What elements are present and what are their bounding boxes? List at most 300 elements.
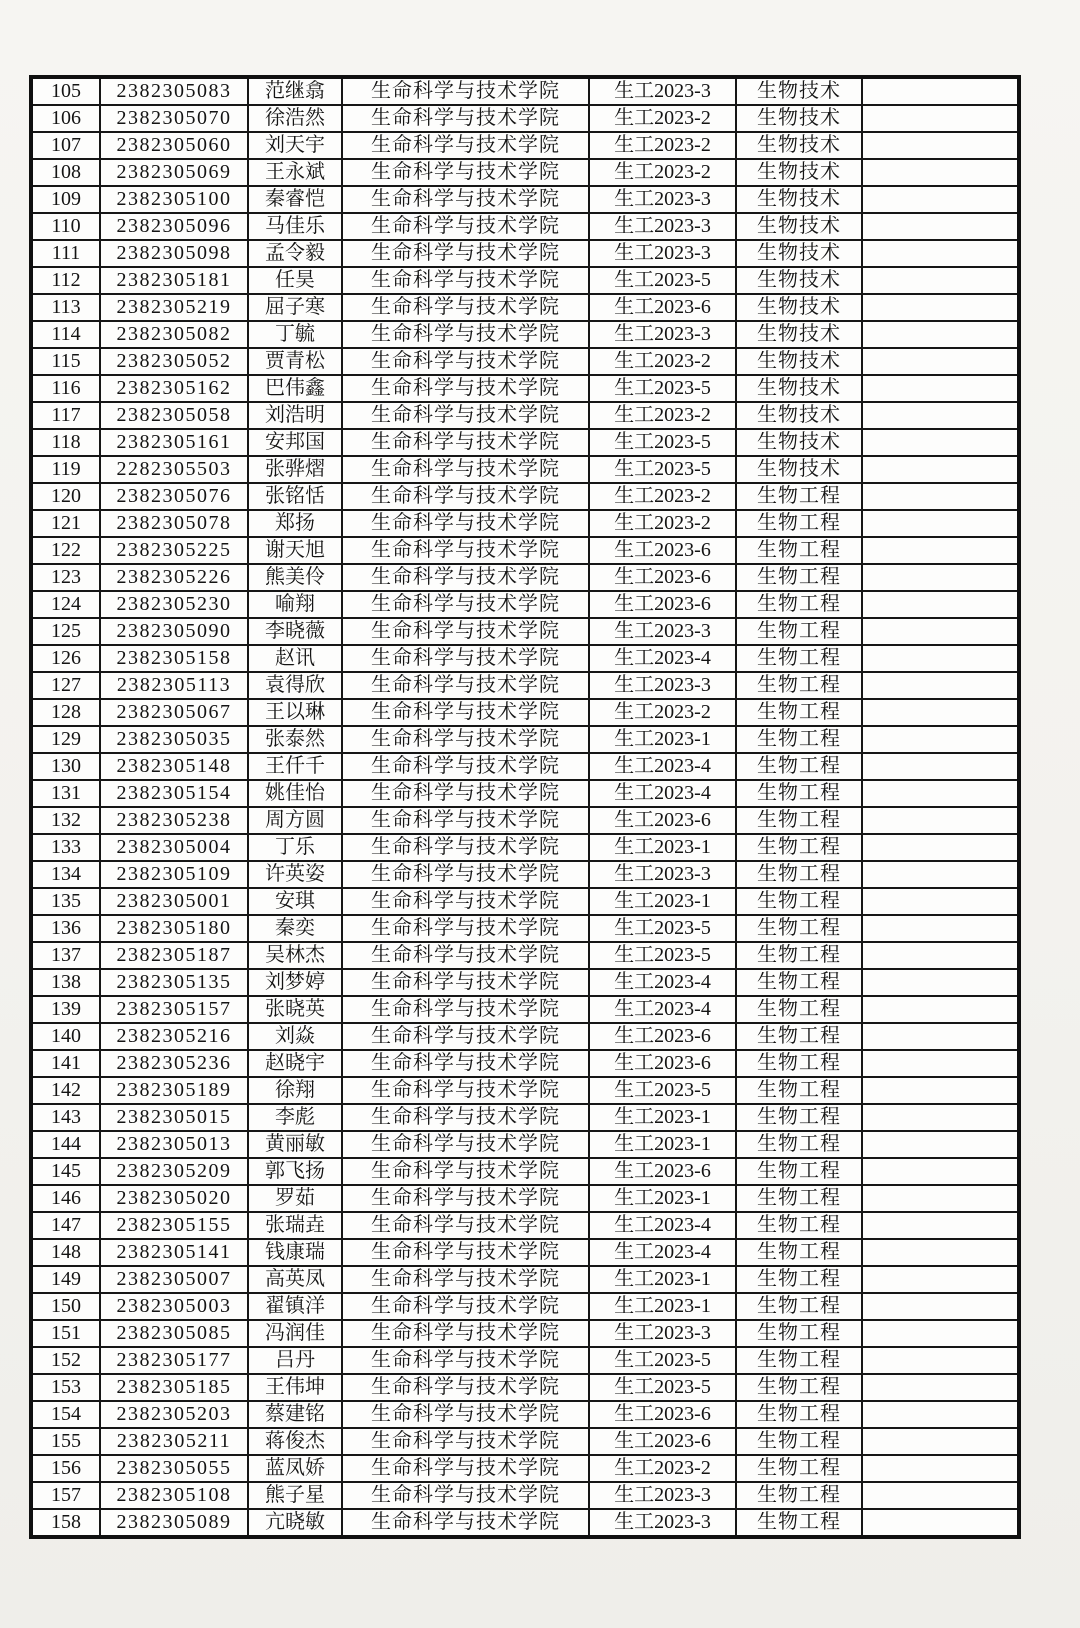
class-cell: 生工2023-6 (589, 1158, 736, 1185)
student-id-cell: 2382305076 (100, 483, 248, 510)
empty-note-cell (862, 483, 1019, 510)
major-cell: 生物工程 (736, 1428, 862, 1455)
student-id-cell: 2382305113 (100, 672, 248, 699)
empty-note-cell (862, 1320, 1019, 1347)
student-name-cell: 郑扬 (248, 510, 342, 537)
row-number-cell: 108 (31, 159, 100, 186)
major-cell: 生物工程 (736, 1482, 862, 1509)
empty-note-cell (862, 1050, 1019, 1077)
college-cell: 生命科学与技术学院 (342, 1212, 589, 1239)
row-number-cell: 155 (31, 1428, 100, 1455)
major-cell: 生物技术 (736, 132, 862, 159)
student-name-cell: 周方圆 (248, 807, 342, 834)
student-id-cell: 2382305004 (100, 834, 248, 861)
student-name-cell: 赵晓宇 (248, 1050, 342, 1077)
college-cell: 生命科学与技术学院 (342, 1320, 589, 1347)
table-row (31, 996, 1019, 1023)
class-cell: 生工2023-3 (589, 1320, 736, 1347)
row-number-cell: 127 (31, 672, 100, 699)
row-number-cell: 133 (31, 834, 100, 861)
empty-note-cell (862, 132, 1019, 159)
row-number-cell: 153 (31, 1374, 100, 1401)
student-id-cell: 2382305089 (100, 1509, 248, 1537)
student-name-cell: 袁得欣 (248, 672, 342, 699)
table-row (31, 1212, 1019, 1239)
empty-note-cell (862, 77, 1019, 105)
class-cell: 生工2023-2 (589, 1455, 736, 1482)
student-id-cell: 2382305085 (100, 1320, 248, 1347)
student-name-cell: 李彪 (248, 1104, 342, 1131)
empty-note-cell (862, 1374, 1019, 1401)
class-cell: 生工2023-6 (589, 537, 736, 564)
student-name-cell: 蓝凤娇 (248, 1455, 342, 1482)
class-cell: 生工2023-6 (589, 1023, 736, 1050)
class-cell: 生工2023-3 (589, 186, 736, 213)
major-cell: 生物工程 (736, 1212, 862, 1239)
major-cell: 生物工程 (736, 807, 862, 834)
empty-note-cell (862, 942, 1019, 969)
major-cell: 生物工程 (736, 942, 862, 969)
student-id-cell: 2382305154 (100, 780, 248, 807)
student-name-cell: 张骅熠 (248, 456, 342, 483)
major-cell: 生物工程 (736, 1266, 862, 1293)
class-cell: 生工2023-5 (589, 1374, 736, 1401)
college-cell: 生命科学与技术学院 (342, 1482, 589, 1509)
row-number-cell: 151 (31, 1320, 100, 1347)
student-id-cell: 2382305058 (100, 402, 248, 429)
major-cell: 生物技术 (736, 429, 862, 456)
college-cell: 生命科学与技术学院 (342, 1158, 589, 1185)
table-row (31, 1158, 1019, 1185)
table-row (31, 591, 1019, 618)
empty-note-cell (862, 645, 1019, 672)
student-name-cell: 郭飞扬 (248, 1158, 342, 1185)
college-cell: 生命科学与技术学院 (342, 105, 589, 132)
major-cell: 生物工程 (736, 1374, 862, 1401)
student-name-cell: 马佳乐 (248, 213, 342, 240)
student-name-cell: 刘焱 (248, 1023, 342, 1050)
table-row (31, 294, 1019, 321)
class-cell: 生工2023-4 (589, 753, 736, 780)
student-name-cell: 熊美伶 (248, 564, 342, 591)
college-cell: 生命科学与技术学院 (342, 1104, 589, 1131)
college-cell: 生命科学与技术学院 (342, 942, 589, 969)
student-name-cell: 秦奕 (248, 915, 342, 942)
row-number-cell: 147 (31, 1212, 100, 1239)
major-cell: 生物工程 (736, 483, 862, 510)
table-row (31, 564, 1019, 591)
empty-note-cell (862, 510, 1019, 537)
major-cell: 生物工程 (736, 1239, 862, 1266)
college-cell: 生命科学与技术学院 (342, 618, 589, 645)
college-cell: 生命科学与技术学院 (342, 780, 589, 807)
college-cell: 生命科学与技术学院 (342, 672, 589, 699)
student-id-cell: 2382305230 (100, 591, 248, 618)
college-cell: 生命科学与技术学院 (342, 753, 589, 780)
table-row (31, 510, 1019, 537)
row-number-cell: 144 (31, 1131, 100, 1158)
row-number-cell: 112 (31, 267, 100, 294)
row-number-cell: 132 (31, 807, 100, 834)
major-cell: 生物工程 (736, 645, 862, 672)
student-id-cell: 2382305015 (100, 1104, 248, 1131)
student-id-cell: 2382305013 (100, 1131, 248, 1158)
major-cell: 生物工程 (736, 537, 862, 564)
student-id-cell: 2382305148 (100, 753, 248, 780)
class-cell: 生工2023-1 (589, 726, 736, 753)
student-name-cell: 徐翔 (248, 1077, 342, 1104)
student-name-cell: 张泰然 (248, 726, 342, 753)
student-id-cell: 2382305161 (100, 429, 248, 456)
class-cell: 生工2023-5 (589, 1077, 736, 1104)
major-cell: 生物工程 (736, 1347, 862, 1374)
student-id-cell: 2382305070 (100, 105, 248, 132)
student-id-cell: 2382305177 (100, 1347, 248, 1374)
college-cell: 生命科学与技术学院 (342, 294, 589, 321)
table-row (31, 537, 1019, 564)
student-id-cell: 2382305078 (100, 510, 248, 537)
major-cell: 生物工程 (736, 1293, 862, 1320)
table-row (31, 1374, 1019, 1401)
major-cell: 生物工程 (736, 888, 862, 915)
row-number-cell: 106 (31, 105, 100, 132)
row-number-cell: 125 (31, 618, 100, 645)
table-row (31, 1185, 1019, 1212)
empty-note-cell (862, 699, 1019, 726)
table-row (31, 1023, 1019, 1050)
major-cell: 生物工程 (736, 1023, 862, 1050)
row-number-cell: 119 (31, 456, 100, 483)
row-number-cell: 124 (31, 591, 100, 618)
college-cell: 生命科学与技术学院 (342, 645, 589, 672)
class-cell: 生工2023-5 (589, 915, 736, 942)
class-cell: 生工2023-4 (589, 969, 736, 996)
table-row (31, 375, 1019, 402)
major-cell: 生物技术 (736, 402, 862, 429)
empty-note-cell (862, 537, 1019, 564)
row-number-cell: 117 (31, 402, 100, 429)
row-number-cell: 129 (31, 726, 100, 753)
table-row (31, 1401, 1019, 1428)
row-number-cell: 110 (31, 213, 100, 240)
row-number-cell: 105 (31, 77, 100, 105)
student-id-cell: 2382305157 (100, 996, 248, 1023)
college-cell: 生命科学与技术学院 (342, 1077, 589, 1104)
major-cell: 生物工程 (736, 1050, 862, 1077)
major-cell: 生物工程 (736, 753, 862, 780)
empty-note-cell (862, 456, 1019, 483)
table-row (31, 618, 1019, 645)
row-number-cell: 107 (31, 132, 100, 159)
college-cell: 生命科学与技术学院 (342, 1509, 589, 1537)
empty-note-cell (862, 996, 1019, 1023)
student-roster-table (29, 75, 1021, 1539)
major-cell: 生物工程 (736, 699, 862, 726)
empty-note-cell (862, 1158, 1019, 1185)
class-cell: 生工2023-6 (589, 591, 736, 618)
student-id-cell: 2382305209 (100, 1158, 248, 1185)
class-cell: 生工2023-5 (589, 1347, 736, 1374)
table-row (31, 915, 1019, 942)
student-name-cell: 亢晓敏 (248, 1509, 342, 1537)
row-number-cell: 145 (31, 1158, 100, 1185)
table-row (31, 1455, 1019, 1482)
row-number-cell: 140 (31, 1023, 100, 1050)
empty-note-cell (862, 375, 1019, 402)
major-cell: 生物技术 (736, 267, 862, 294)
student-id-cell: 2382305109 (100, 861, 248, 888)
college-cell: 生命科学与技术学院 (342, 1023, 589, 1050)
major-cell: 生物技术 (736, 77, 862, 105)
table-row (31, 1482, 1019, 1509)
empty-note-cell (862, 105, 1019, 132)
table-row (31, 402, 1019, 429)
major-cell: 生物工程 (736, 861, 862, 888)
major-cell: 生物工程 (736, 969, 862, 996)
college-cell: 生命科学与技术学院 (342, 77, 589, 105)
class-cell: 生工2023-6 (589, 807, 736, 834)
student-name-cell: 高英凤 (248, 1266, 342, 1293)
major-cell: 生物技术 (736, 456, 862, 483)
student-name-cell: 王伟坤 (248, 1374, 342, 1401)
major-cell: 生物工程 (736, 564, 862, 591)
student-name-cell: 徐浩然 (248, 105, 342, 132)
student-id-cell: 2382305001 (100, 888, 248, 915)
table-row (31, 834, 1019, 861)
student-name-cell: 罗茹 (248, 1185, 342, 1212)
student-id-cell: 2382305108 (100, 1482, 248, 1509)
class-cell: 生工2023-4 (589, 1212, 736, 1239)
student-name-cell: 刘天宇 (248, 132, 342, 159)
college-cell: 生命科学与技术学院 (342, 1293, 589, 1320)
student-name-cell: 刘浩明 (248, 402, 342, 429)
class-cell: 生工2023-3 (589, 1482, 736, 1509)
table-row (31, 1239, 1019, 1266)
table-row (31, 861, 1019, 888)
class-cell: 生工2023-5 (589, 267, 736, 294)
student-name-cell: 安琪 (248, 888, 342, 915)
row-number-cell: 114 (31, 321, 100, 348)
empty-note-cell (862, 969, 1019, 996)
student-id-cell: 2382305090 (100, 618, 248, 645)
student-id-cell: 2382305203 (100, 1401, 248, 1428)
college-cell: 生命科学与技术学院 (342, 402, 589, 429)
major-cell: 生物工程 (736, 510, 862, 537)
college-cell: 生命科学与技术学院 (342, 186, 589, 213)
table-row (31, 77, 1019, 105)
empty-note-cell (862, 402, 1019, 429)
college-cell: 生命科学与技术学院 (342, 1050, 589, 1077)
table-row (31, 483, 1019, 510)
student-name-cell: 姚佳怡 (248, 780, 342, 807)
empty-note-cell (862, 159, 1019, 186)
major-cell: 生物工程 (736, 1158, 862, 1185)
row-number-cell: 128 (31, 699, 100, 726)
major-cell: 生物工程 (736, 915, 862, 942)
class-cell: 生工2023-5 (589, 375, 736, 402)
row-number-cell: 156 (31, 1455, 100, 1482)
student-id-cell: 2382305100 (100, 186, 248, 213)
row-number-cell: 113 (31, 294, 100, 321)
table-row (31, 1050, 1019, 1077)
college-cell: 生命科学与技术学院 (342, 1185, 589, 1212)
class-cell: 生工2023-3 (589, 672, 736, 699)
student-name-cell: 赵讯 (248, 645, 342, 672)
major-cell: 生物工程 (736, 1455, 862, 1482)
empty-note-cell (862, 618, 1019, 645)
class-cell: 生工2023-3 (589, 213, 736, 240)
student-name-cell: 贾青松 (248, 348, 342, 375)
class-cell: 生工2023-2 (589, 483, 736, 510)
student-id-cell: 2382305007 (100, 1266, 248, 1293)
row-number-cell: 111 (31, 240, 100, 267)
row-number-cell: 135 (31, 888, 100, 915)
major-cell: 生物技术 (736, 375, 862, 402)
table-row (31, 240, 1019, 267)
major-cell: 生物工程 (736, 672, 862, 699)
student-id-cell: 2382305098 (100, 240, 248, 267)
class-cell: 生工2023-3 (589, 321, 736, 348)
student-name-cell: 王永斌 (248, 159, 342, 186)
row-number-cell: 143 (31, 1104, 100, 1131)
empty-note-cell (862, 1482, 1019, 1509)
class-cell: 生工2023-3 (589, 77, 736, 105)
college-cell: 生命科学与技术学院 (342, 1131, 589, 1158)
student-name-cell: 王以琳 (248, 699, 342, 726)
student-id-cell: 2382305219 (100, 294, 248, 321)
empty-note-cell (862, 186, 1019, 213)
student-name-cell: 张瑞垚 (248, 1212, 342, 1239)
row-number-cell: 154 (31, 1401, 100, 1428)
row-number-cell: 123 (31, 564, 100, 591)
major-cell: 生物技术 (736, 105, 862, 132)
table-row (31, 348, 1019, 375)
class-cell: 生工2023-4 (589, 1239, 736, 1266)
empty-note-cell (862, 888, 1019, 915)
student-name-cell: 屈子寒 (248, 294, 342, 321)
empty-note-cell (862, 321, 1019, 348)
major-cell: 生物工程 (736, 726, 862, 753)
table-row (31, 942, 1019, 969)
table-row (31, 321, 1019, 348)
class-cell: 生工2023-4 (589, 645, 736, 672)
empty-note-cell (862, 267, 1019, 294)
class-cell: 生工2023-6 (589, 1401, 736, 1428)
student-name-cell: 王仟千 (248, 753, 342, 780)
student-name-cell: 谢天旭 (248, 537, 342, 564)
student-name-cell: 刘梦婷 (248, 969, 342, 996)
student-id-cell: 2382305055 (100, 1455, 248, 1482)
empty-note-cell (862, 294, 1019, 321)
student-id-cell: 2382305083 (100, 77, 248, 105)
row-number-cell: 148 (31, 1239, 100, 1266)
college-cell: 生命科学与技术学院 (342, 834, 589, 861)
student-id-cell: 2382305187 (100, 942, 248, 969)
class-cell: 生工2023-2 (589, 132, 736, 159)
student-name-cell: 吴林杰 (248, 942, 342, 969)
row-number-cell: 131 (31, 780, 100, 807)
student-id-cell: 2382305211 (100, 1428, 248, 1455)
college-cell: 生命科学与技术学院 (342, 807, 589, 834)
table-row (31, 672, 1019, 699)
table-row (31, 726, 1019, 753)
roster-body (31, 77, 1019, 1537)
empty-note-cell (862, 672, 1019, 699)
student-id-cell: 2382305162 (100, 375, 248, 402)
college-cell: 生命科学与技术学院 (342, 699, 589, 726)
row-number-cell: 120 (31, 483, 100, 510)
major-cell: 生物工程 (736, 618, 862, 645)
student-id-cell: 2382305155 (100, 1212, 248, 1239)
class-cell: 生工2023-2 (589, 159, 736, 186)
table-row (31, 1347, 1019, 1374)
student-name-cell: 李晓薇 (248, 618, 342, 645)
student-id-cell: 2382305226 (100, 564, 248, 591)
empty-note-cell (862, 807, 1019, 834)
class-cell: 生工2023-1 (589, 1185, 736, 1212)
college-cell: 生命科学与技术学院 (342, 969, 589, 996)
row-number-cell: 141 (31, 1050, 100, 1077)
college-cell: 生命科学与技术学院 (342, 1239, 589, 1266)
row-number-cell: 138 (31, 969, 100, 996)
major-cell: 生物工程 (736, 780, 862, 807)
table-row (31, 186, 1019, 213)
empty-note-cell (862, 1131, 1019, 1158)
student-name-cell: 安邦国 (248, 429, 342, 456)
table-row (31, 753, 1019, 780)
class-cell: 生工2023-6 (589, 1050, 736, 1077)
empty-note-cell (862, 861, 1019, 888)
empty-note-cell (862, 1428, 1019, 1455)
empty-note-cell (862, 1455, 1019, 1482)
table-row (31, 1509, 1019, 1537)
college-cell: 生命科学与技术学院 (342, 240, 589, 267)
empty-note-cell (862, 564, 1019, 591)
row-number-cell: 150 (31, 1293, 100, 1320)
college-cell: 生命科学与技术学院 (342, 537, 589, 564)
class-cell: 生工2023-1 (589, 1131, 736, 1158)
college-cell: 生命科学与技术学院 (342, 1428, 589, 1455)
table-row (31, 1104, 1019, 1131)
student-id-cell: 2382305052 (100, 348, 248, 375)
student-name-cell: 张晓英 (248, 996, 342, 1023)
college-cell: 生命科学与技术学院 (342, 267, 589, 294)
empty-note-cell (862, 1293, 1019, 1320)
empty-note-cell (862, 915, 1019, 942)
class-cell: 生工2023-3 (589, 240, 736, 267)
row-number-cell: 136 (31, 915, 100, 942)
class-cell: 生工2023-1 (589, 1293, 736, 1320)
student-id-cell: 2382305135 (100, 969, 248, 996)
row-number-cell: 137 (31, 942, 100, 969)
table-row (31, 1077, 1019, 1104)
student-name-cell: 任昊 (248, 267, 342, 294)
student-id-cell: 2382305158 (100, 645, 248, 672)
student-id-cell: 2382305060 (100, 132, 248, 159)
row-number-cell: 116 (31, 375, 100, 402)
student-name-cell: 蔡建铭 (248, 1401, 342, 1428)
student-id-cell: 2382305185 (100, 1374, 248, 1401)
student-name-cell: 丁毓 (248, 321, 342, 348)
table-row (31, 429, 1019, 456)
student-name-cell: 冯润佳 (248, 1320, 342, 1347)
empty-note-cell (862, 1212, 1019, 1239)
student-name-cell: 蒋俊杰 (248, 1428, 342, 1455)
row-number-cell: 134 (31, 861, 100, 888)
empty-note-cell (862, 834, 1019, 861)
class-cell: 生工2023-2 (589, 510, 736, 537)
row-number-cell: 115 (31, 348, 100, 375)
